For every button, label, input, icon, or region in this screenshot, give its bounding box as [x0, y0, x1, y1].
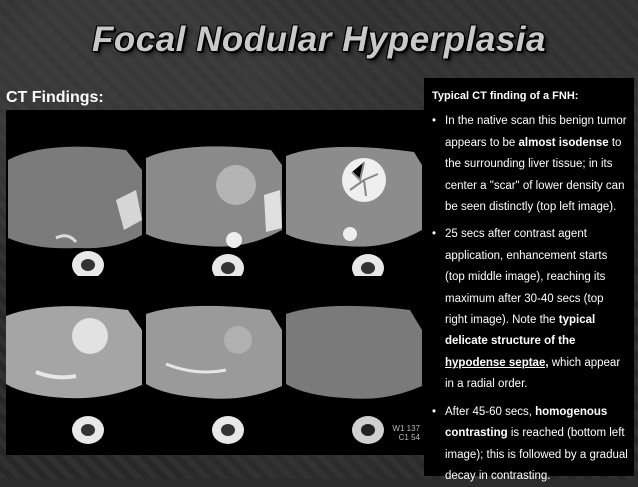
ct-scan-portal — [146, 280, 282, 446]
window-level-readout — [392, 424, 420, 442]
findings-heading: Typical CT finding of a FNH: — [432, 90, 579, 102]
bullet-enhancement — [432, 224, 628, 395]
bullet3-text-b: is reached (bottom left image); this is followed by a gradual decay in contrasting. — [445, 427, 628, 482]
bullet2-underline: hypodense septae, — [445, 356, 549, 369]
center-value: C1 54 — [398, 433, 420, 442]
ct-scan-peak-arterial — [286, 110, 422, 276]
slide-title: Focal Nodular Hyperplasia — [91, 20, 547, 59]
bullet1-text-b: to the surrounding liver tissue; in its center a "scar" of lower density can be seen distinctly (top left image). — [445, 136, 625, 214]
bullet2-bold: typical delicate structure of the — [445, 314, 596, 348]
ct-scan-homogenous — [6, 280, 142, 446]
bullet-homogenous — [432, 402, 628, 487]
section-label: CT Findings: — [6, 89, 104, 106]
ct-scan-native — [6, 110, 142, 276]
findings-panel — [424, 78, 634, 482]
bullet3-text-a: After 45-60 secs, — [445, 405, 536, 418]
bullet2-text-b: which appear in a radial order. — [445, 356, 621, 391]
bullet1-bold: almost isodense — [518, 136, 609, 149]
ct-scan-grid — [6, 110, 424, 455]
window-value: W1 137 — [392, 424, 420, 433]
ct-scan-late — [286, 280, 422, 446]
bullet1-text-a: In the native scan this benign tumor appears to be — [445, 115, 627, 149]
bullet2-text-a: 25 secs after contrast agent application, enhancement starts (top middle image), reaching its maximum after 30-40 secs (top right image). Note the — [445, 228, 608, 327]
bullet3-bold: homogenous contrasting — [445, 405, 608, 440]
bullet-native-scan — [432, 111, 628, 218]
ct-scan-early-arterial — [146, 110, 282, 276]
